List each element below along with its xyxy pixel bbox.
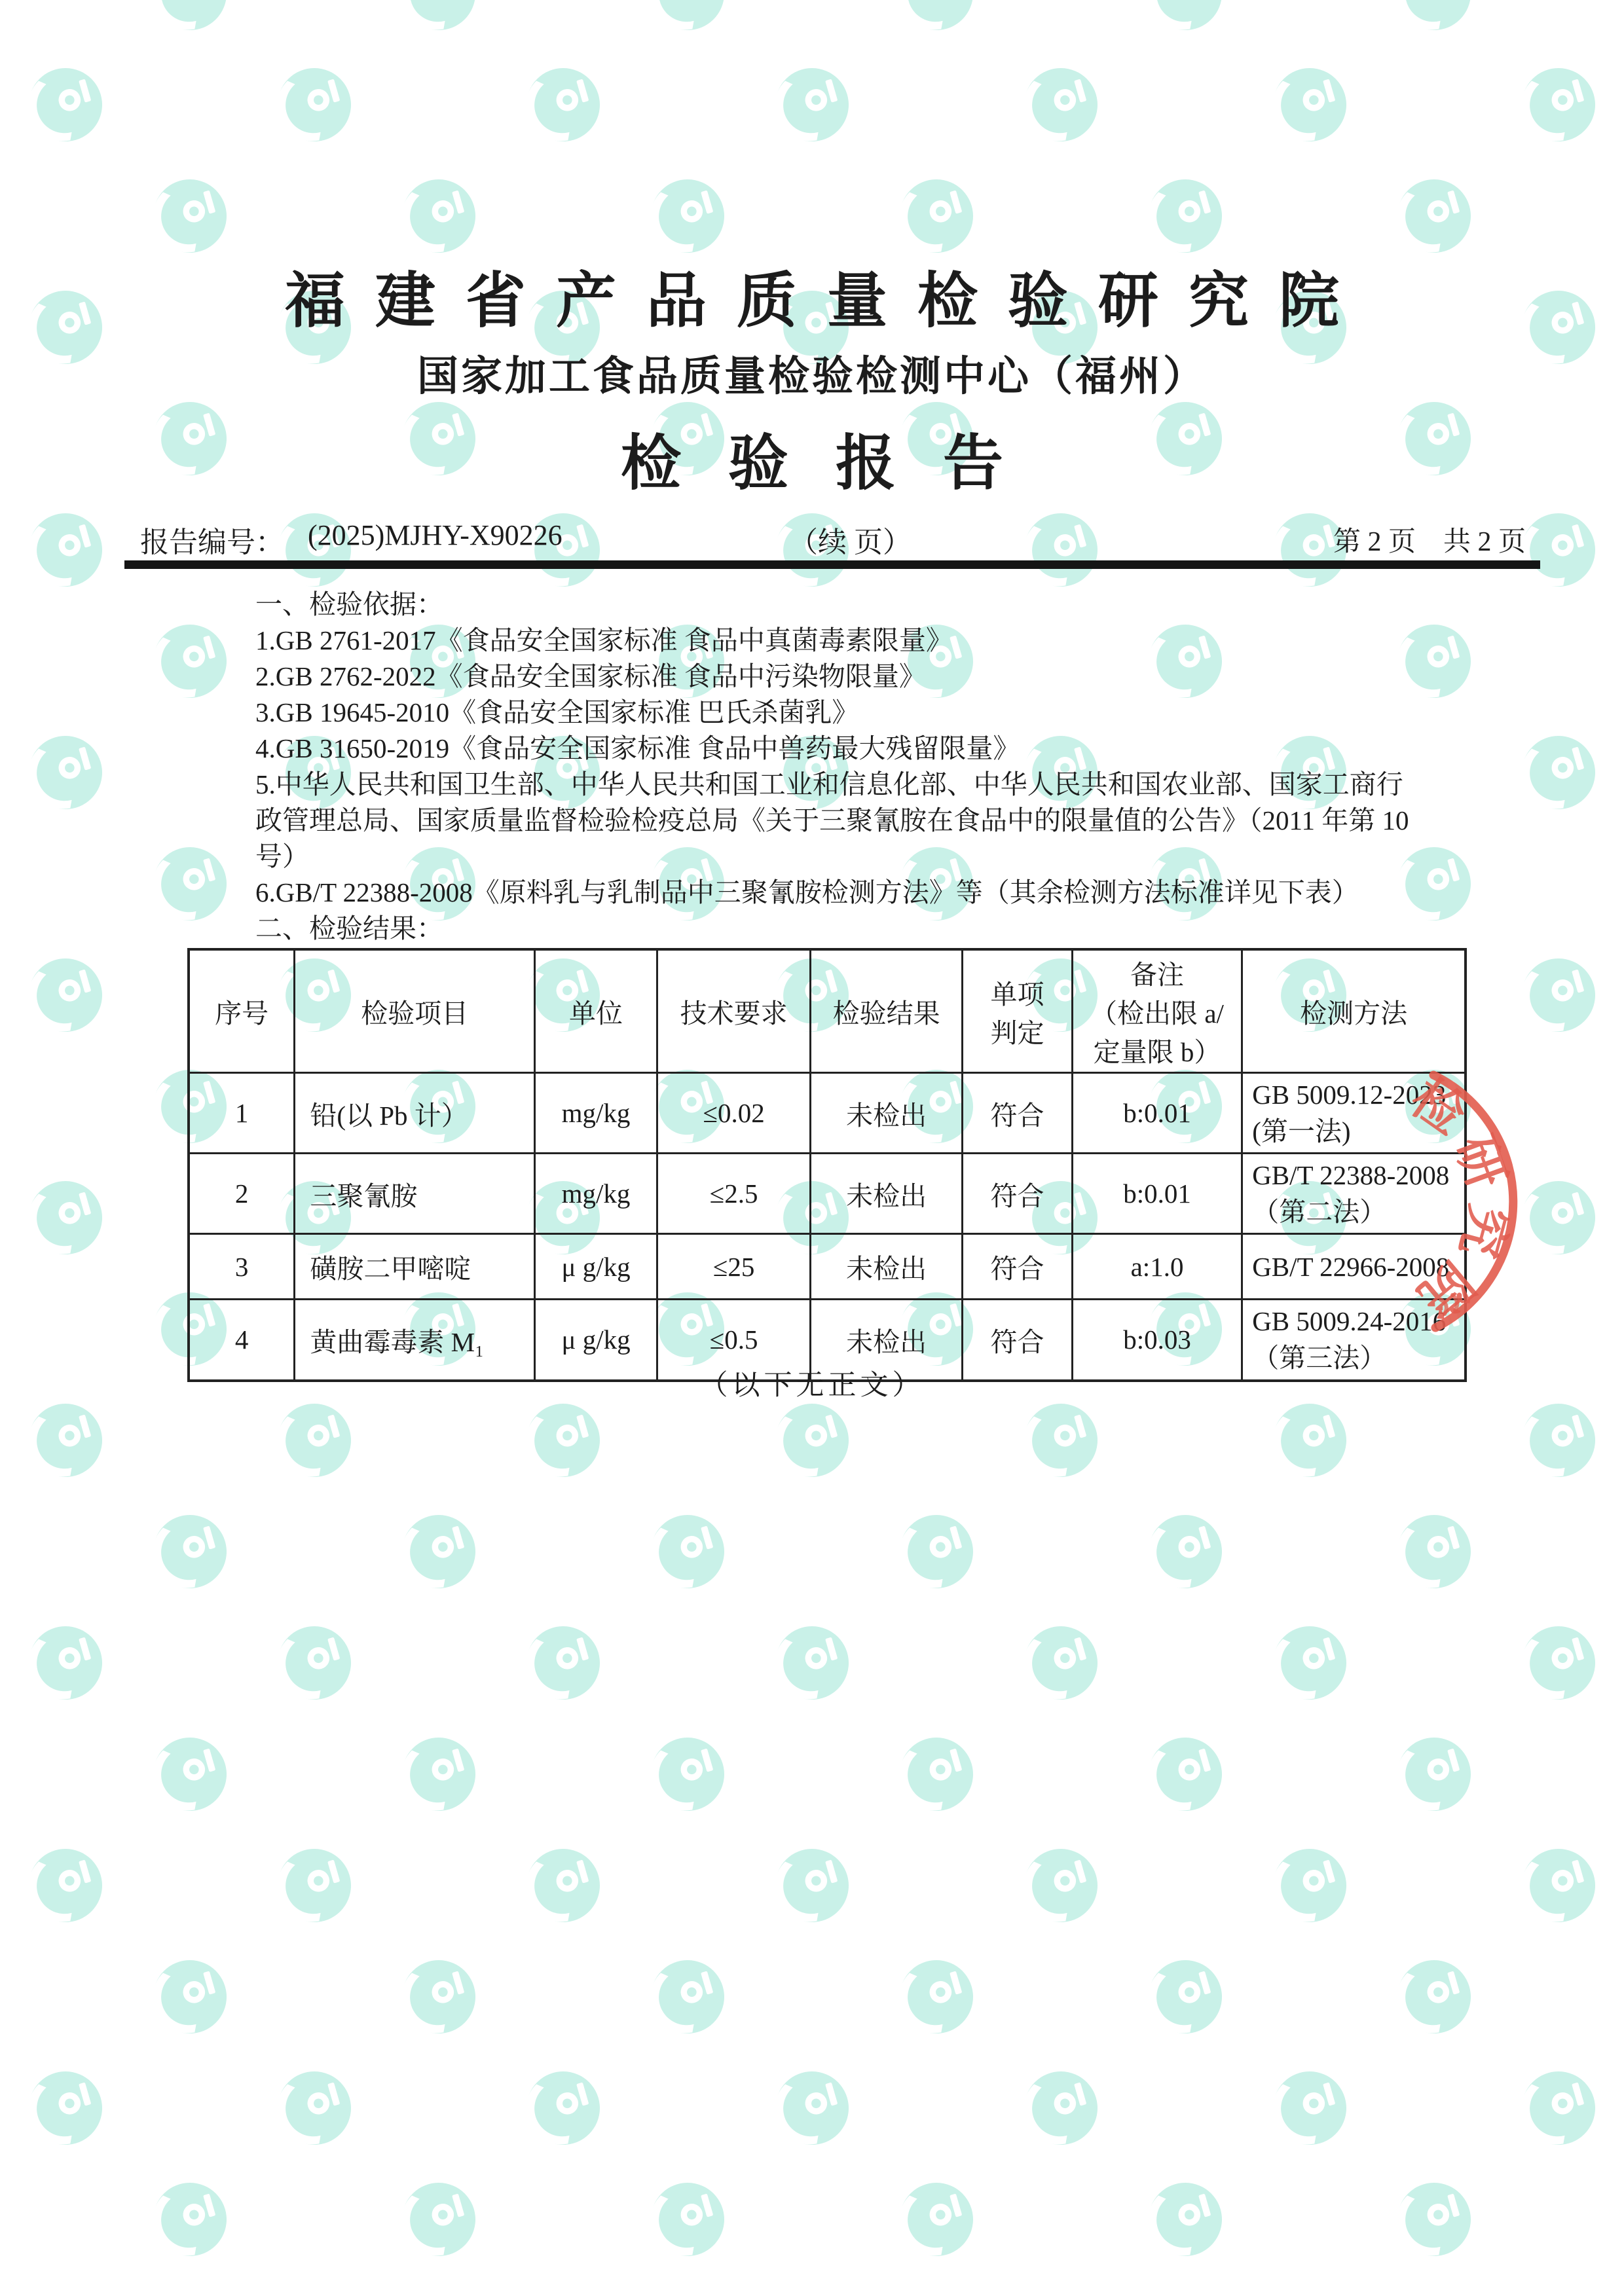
basis-line: 6.GB/T 22388-2008《原料乳与乳制品中三聚氰胺检测方法》等（其余检测方法标准详见下表）: [255, 877, 1359, 907]
table-cell: b:0.01: [1072, 1073, 1242, 1154]
report-no-value: (2025)MJHY-X90226: [308, 519, 563, 551]
table-cell: mg/kg: [534, 1073, 657, 1154]
table-cell: 未检出: [811, 1154, 963, 1234]
table-cell: μ g/kg: [534, 1300, 657, 1381]
table-cell: 符合: [963, 1234, 1073, 1300]
table-row: [189, 1234, 1466, 1300]
basis-line: 政管理总局、国家质量监督检验检疫总局《关于三聚氰胺在食品中的限量值的公告》（2011 年第 10: [255, 805, 1409, 835]
table-cell: 2: [189, 1154, 295, 1234]
table-cell: b:0.03: [1072, 1300, 1242, 1381]
org-title: 福建省产品质量检验研究院: [284, 268, 1369, 335]
table-cell-method: GB 5009.24-2016 （第三法）: [1242, 1300, 1466, 1381]
table-cell-method: GB/T 22966-2008: [1242, 1234, 1466, 1300]
basis-line: 一、检验依据：: [255, 589, 443, 619]
table-cell: 未检出: [811, 1234, 963, 1300]
table-cell: ≤2.5: [657, 1154, 811, 1234]
continuation-note: （续 页）: [789, 526, 912, 558]
basis-line: 二、检验结果：: [255, 913, 443, 943]
table-header-cell: 检验项目: [295, 949, 535, 1073]
end-note: （以下无正文）: [699, 1370, 925, 1401]
table-cell: μ g/kg: [534, 1234, 657, 1300]
table-cell: 黄曲霉毒素 M₁: [295, 1300, 535, 1381]
table-cell: 符合: [963, 1154, 1073, 1234]
table-cell: 未检出: [811, 1073, 963, 1154]
basis-line: 5.中华人民共和国卫生部、中华人民共和国工业和信息化部、中华人民共和国农业部、国家工商行: [255, 769, 1403, 799]
table-header-cell: 检测方法: [1242, 949, 1466, 1073]
table-cell: mg/kg: [534, 1154, 657, 1234]
table-cell: ≤0.02: [657, 1073, 811, 1154]
results-table: [187, 948, 1467, 1382]
table-cell: 1: [189, 1073, 295, 1154]
table-cell-method: GB 5009.12-2023 (第一法): [1242, 1073, 1466, 1154]
stamp-char: 检: [1401, 1068, 1476, 1145]
basis-line: 4.GB 31650-2019《食品安全国家标准 食品中兽药最大残留限量》: [255, 733, 1020, 763]
report-title: 检验报告: [620, 430, 1050, 497]
center-title: 国家加工食品质量检验检测中心（福州）: [417, 354, 1207, 399]
table-cell: 三聚氰胺: [295, 1154, 535, 1234]
basis-line: 2.GB 2762-2022《食品安全国家标准 食品中污染物限量》: [255, 661, 926, 691]
stamp-char: 研: [1445, 1128, 1517, 1196]
page-indicator: 第 2 页 共 2 页: [1333, 527, 1526, 557]
table-header-cell: 单项 判定: [963, 949, 1073, 1073]
report-no-label: 报告编号：: [140, 526, 284, 558]
table-cell: a:1.0: [1072, 1234, 1242, 1300]
table-cell: ≤25: [657, 1234, 811, 1300]
official-stamp: [1277, 1021, 1552, 1375]
stamp-char: 院: [1408, 1251, 1484, 1328]
table-row: [189, 1154, 1466, 1234]
basis-line: 号）: [255, 841, 309, 871]
basis-line: 1.GB 2761-2017《食品安全国家标准 食品中真菌毒素限量》: [255, 625, 953, 655]
table-cell: 磺胺二甲嘧啶: [295, 1234, 535, 1300]
table-cell-method: GB/T 22388-2008 （第二法）: [1242, 1154, 1466, 1234]
table-header-cell: 备注 （检出限 a/ 定量限 b）: [1072, 949, 1242, 1073]
table-cell: 符合: [963, 1300, 1073, 1381]
table-cell: b:0.01: [1072, 1154, 1242, 1234]
table-cell: 未检出: [811, 1300, 963, 1381]
stamp-char: 究: [1449, 1199, 1518, 1264]
basis-line: 3.GB 19645-2010《食品安全国家标准 巴氏杀菌乳》: [255, 697, 859, 727]
table-header-cell: 单位: [534, 949, 657, 1073]
table-header-cell: 技术要求: [657, 949, 811, 1073]
table-cell: 符合: [963, 1073, 1073, 1154]
table-cell: 3: [189, 1234, 295, 1300]
table-header-cell: 序号: [189, 949, 295, 1073]
divider-rule: [124, 560, 1540, 569]
table-cell: 4: [189, 1300, 295, 1381]
basis-section: [255, 587, 1409, 947]
table-cell: ≤0.5: [657, 1300, 811, 1381]
table-header-cell: 检验结果: [811, 949, 963, 1073]
table-row: [189, 1073, 1466, 1154]
table-cell: 铅(以 Pb 计）: [295, 1073, 535, 1154]
